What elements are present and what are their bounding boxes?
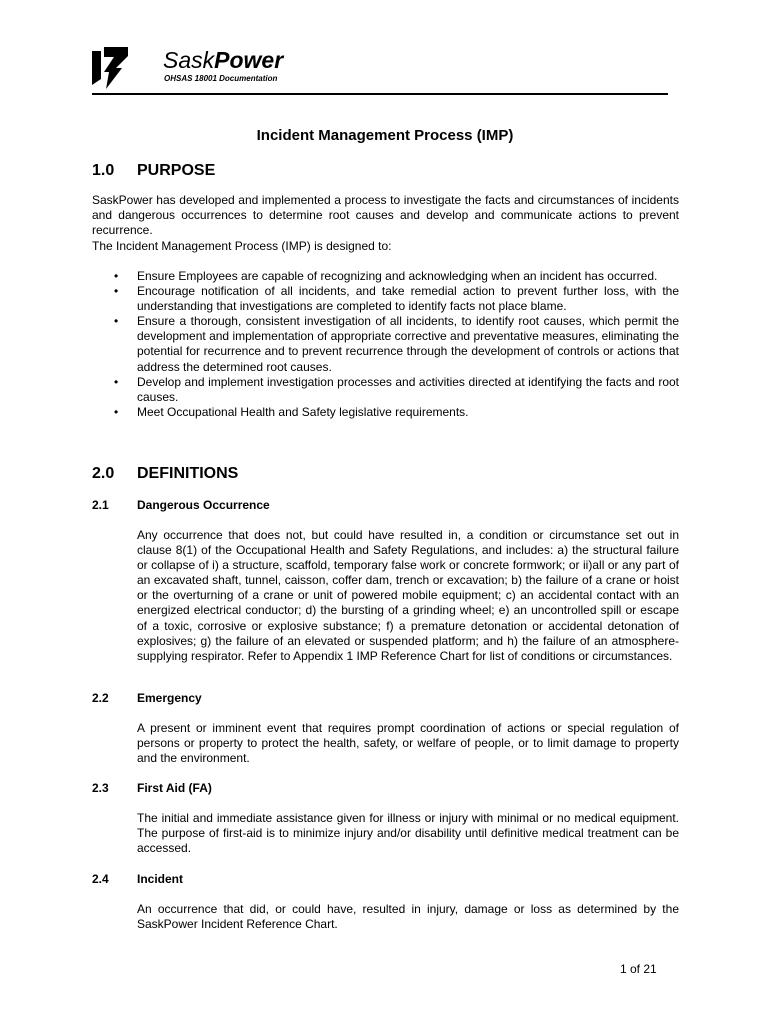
bullet-icon: •: [114, 284, 119, 299]
list-item-text: Ensure a thorough, consistent investigation of all incidents, to identify root causes, which permit the development and implementation of appropriate corrective and preventative measures, eliminating the potential for recurrence and to prevent recurrence through the development of controls or actions that address the determined root causes.: [137, 314, 679, 374]
bullet-icon: •: [114, 314, 119, 329]
purpose-bullet-list: [92, 269, 679, 420]
definition-term: First Aid (FA): [137, 781, 212, 795]
purpose-paragraph: SaskPower has developed and implemented a process to investigate the facts and circumstances of incidents and dangerous occurrences to determine root causes and develop and communicate actions to prevent recurrence.: [92, 193, 679, 238]
list-item-text: Meet Occupational Health and Safety legislative requirements.: [137, 404, 469, 419]
definition-term: Emergency: [137, 691, 202, 705]
definition-heading: [92, 872, 183, 886]
section-heading-purpose: [92, 162, 215, 180]
section-title: DEFINITIONS: [137, 465, 239, 482]
list-item-text: Develop and implement investigation processes and activities directed at identifying the facts and root causes.: [137, 374, 679, 404]
definition-term: Incident: [137, 872, 184, 886]
section-number: 2.0: [92, 465, 115, 482]
brand-name: [163, 46, 283, 74]
definition-heading: [92, 781, 212, 795]
definition-heading: [92, 498, 270, 512]
definition-text: An occurrence that did, or could have, resulted in injury, damage or loss as determined by the SaskPower Incident Reference Chart.: [137, 902, 679, 932]
list-item: [92, 269, 679, 284]
definition-text: A present or imminent event that requires prompt coordination of actions or special regulation of persons or property to protect the health, safety, or welfare of people, or to limit damage to property and the environment.: [137, 721, 679, 766]
bullet-icon: •: [114, 269, 119, 283]
brand-name-regular: Sask: [163, 47, 215, 73]
bullet-icon: •: [114, 374, 119, 389]
purpose-intro: The Incident Management Process (IMP) is designed to:: [92, 239, 392, 253]
definition-text: The initial and immediate assistance given for illness or injury with minimal or no medical equipment. The purpose of first-aid is to minimize injury and/or disability until definitive medical treatment can be accessed.: [137, 811, 679, 856]
definition-heading: [92, 691, 202, 705]
definition-term: Dangerous Occurrence: [137, 498, 270, 512]
list-item-text: Encourage notification of all incidents, and take remedial action to prevent further loss, with the understanding that investigations are completed to identify facts not place blame.: [137, 284, 679, 314]
list-item: [92, 375, 679, 405]
definition-number: 2.1: [92, 498, 109, 512]
section-number: 1.0: [92, 162, 115, 179]
list-item-text: Ensure Employees are capable of recognizing and acknowledging when an incident has occurred.: [137, 269, 658, 283]
list-item: [92, 405, 679, 420]
definition-text: Any occurrence that does not, but could have resulted in, a condition or circumstance set out in clause 8(1) of the Occupational Health and Safety Regulations, and includes: a) the structural failure or collapse of i) a structure, scaffold, temporary false work or concrete formwork; or ii)all or any part of an excavated shaft, tunnel, caisson, coffer dam, trench or excavation; b) the failure of a crane or hoist or the overturning of a crane or unit of powered mobile equipment; c) an accidental contact with an energized electrical conductor; d) the bursting of a grinding wheel; e) an uncontrolled spill or escape of a toxic, corrosive or explosive substance; f) a premature detonation or accidental detonation of explosives; g) the failure of an elevated or suspended platform; and h) the failure of an atmosphere-supplying respirator. Refer to Appendix 1 IMP Reference Chart for list of conditions or circumstances.: [137, 528, 679, 663]
definition-number: 2.4: [92, 872, 109, 886]
header-divider: [92, 93, 668, 95]
list-item: [92, 314, 679, 374]
bullet-icon: •: [114, 404, 119, 419]
list-item: [92, 284, 679, 314]
section-heading-definitions: [92, 465, 238, 483]
definition-number: 2.3: [92, 781, 109, 795]
page-number: 1 of 21: [620, 962, 657, 976]
definition-number: 2.2: [92, 691, 109, 705]
saskpower-logo-icon: [92, 47, 128, 89]
brand-name-bold: Power: [214, 47, 284, 73]
brand-subtitle: OHSAS 18001 Documentation: [164, 74, 278, 83]
section-title: PURPOSE: [137, 162, 216, 179]
document-title: Incident Management Process (IMP): [256, 127, 514, 144]
